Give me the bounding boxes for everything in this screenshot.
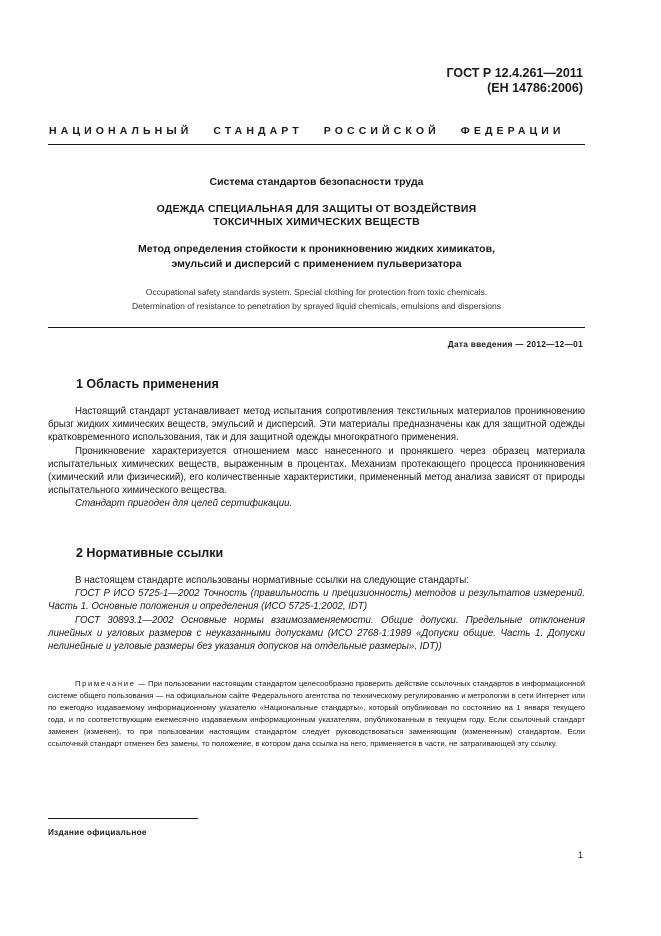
note-text: — При пользовании настоящим стандартом целесообразно проверить действие ссылочных стандартов в информационной системе общего пользования — на официальном сайте Федерального агентства по техническому регулированию и метрологии в сети Интернет или по ежегодно издаваемому информационному указателю «Национальные стандарты», который опубликован по состоянию на 1 января текущего года, и по соответствующим ежемесячно издаваемым информационным указателям, опубликованным в текущем году. Если ссылочный стандарт заменен (изменен), то при пользовании настоящим стандартом следует руководствоваться заменяющим (измененным) стандартом. Если ссылочный стандарт отменен без замены, то положение, в котором дана ссылка на него, применяется в части, не затрагивающей эту ссылку. bbox=[48, 679, 585, 748]
document-title-line1: ОДЕЖДА СПЕЦИАЛЬНАЯ ДЛЯ ЗАЩИТЫ ОТ ВОЗДЕЙСТВИЯ bbox=[156, 203, 477, 215]
section1-body bbox=[48, 405, 585, 511]
section1-paragraph1: Настоящий стандарт устанавливает метод испытания сопротивления текстильных материалов проникновению брызг жидких химических веществ, эмульсий и дисперсий. Эти материалы предназначены как для защитной одежды кратковременного использования, так и для защитной одежды многократного применения. bbox=[48, 406, 585, 444]
note-block bbox=[48, 678, 585, 750]
english-title bbox=[48, 285, 585, 313]
standard-designation-block bbox=[446, 66, 583, 96]
section2-paragraph1: В настоящем стандарте использованы нормативные ссылки на следующие стандарты: bbox=[75, 575, 469, 586]
footer-rule bbox=[48, 818, 198, 819]
document-title-line2: ТОКСИЧНЫХ ХИМИЧЕСКИХ ВЕЩЕСТВ bbox=[213, 216, 420, 228]
section1-heading: 1 Область применения bbox=[76, 377, 219, 391]
method-subtitle bbox=[48, 242, 585, 272]
standards-system-title: Система стандартов безопасности труда bbox=[209, 176, 424, 188]
date-rule bbox=[48, 327, 585, 328]
english-title-line1: Occupational safety standards system. Special clothing for protection from toxic chemicals. bbox=[145, 287, 488, 297]
section2-body bbox=[48, 574, 585, 653]
official-edition: Издание официальное bbox=[48, 828, 147, 837]
introduction-date: Дата введения — 2012—12—01 bbox=[447, 339, 583, 349]
document-title bbox=[48, 203, 585, 229]
note-label: Примечание bbox=[75, 679, 136, 688]
method-subtitle-line2: эмульсий и дисперсий с применением пульверизатора bbox=[171, 258, 462, 270]
english-title-line2: Determination of resistance to penetration by sprayed liquid chemicals, emulsions and dispersions bbox=[132, 301, 501, 311]
section2-heading: 2 Нормативные ссылки bbox=[76, 546, 224, 560]
section1-paragraph2: Проникновение характеризуется отношением масс нанесенного и пронякшего через образец материала испытательных химических веществ, выраженным в процентах. Механизм протекающего процесса проникновения (химический или физический), его количественные характеристики, примененный метод анализа зависят от природы испытательного химического вещества. bbox=[48, 445, 585, 497]
page-number: 1 bbox=[577, 850, 583, 860]
method-subtitle-line1: Метод определения стойкости к проникновению жидких химикатов, bbox=[138, 243, 495, 255]
national-standard-banner: НАЦИОНАЛЬНЫЙ СТАНДАРТ РОССИЙСКОЙ ФЕДЕРАЦИИ bbox=[49, 125, 565, 137]
header-rule bbox=[48, 144, 585, 145]
reference-gost-30893: ГОСТ 30893.1—2002 Основные нормы взаимозаменяемости. Общие допуски. Предельные отклонения линейных и угловых размеров с неуказанными допусками (ИСО 2768-1:1989 «Допуски общие. Часть 1. Допуски нелинейные и угловые размеры без указания допусков на отдельные размеры», IDT)) bbox=[48, 614, 585, 653]
reference-gost-r-iso-5725: ГОСТ Р ИСО 5725-1—2002 Точность (правильность и прецизионность) методов и результатов измерений. Часть 1. Основные положения и определения (ИСО 5725-1:2002, IDT) bbox=[48, 588, 585, 613]
standard-designation: ГОСТ Р 12.4.261—2011 bbox=[446, 66, 583, 80]
section1-paragraph3: Стандарт пригоден для целей сертификации. bbox=[75, 498, 293, 510]
en-designation: (ЕН 14786:2006) bbox=[487, 81, 583, 95]
